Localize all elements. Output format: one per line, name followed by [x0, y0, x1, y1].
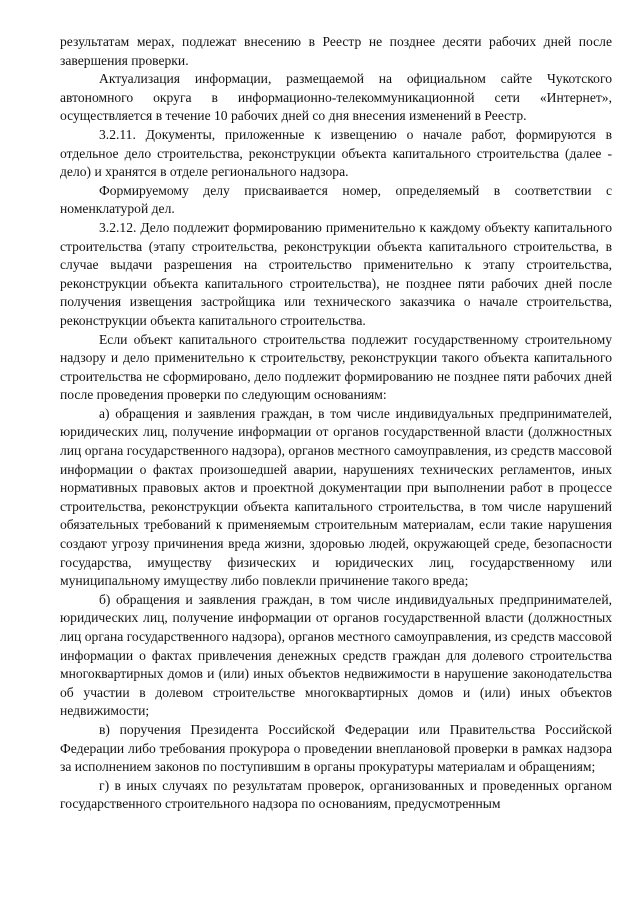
paragraph-3-2-12: 3.2.12. Дело подлежит формированию применительно к каждому объекту капитального строительства (этапу строительства, реконструкции объекта капитального строительства, в случае выдачи разрешения на строительство применительно к этапу строительства, реконструкции объекта капитального строительства), не позднее пяти рабочих дней после получения извещения застройщика или технического заказчика о начале строительства, реконструкции объекта капитального строительства.	[60, 219, 612, 328]
list-item-g: г) в иных случаях по результатам проверок, организованных и проведенных органом государственного строительного надзора по основаниям, предусмотренным	[60, 777, 612, 812]
paragraph-3-2-11: 3.2.11. Документы, приложенные к извещению о начале работ, формируются в отдельное дело строительства, реконструкции объекта капитального строительства (далее - дело) и хранятся в отделе регионального надзора.	[60, 126, 612, 180]
list-item-b: б) обращения и заявления граждан, в том числе индивидуальных предпринимателей, юридических лиц, получение информации от органов государственной власти (должностных лиц органа государственного надзора), органов местного самоуправления, из средств массовой информации о фактах привлечения денежных средств граждан для долевого строительства многоквартирных домов и (или) иных объектов недвижимости в нарушение законодательства об участии в долевом строительстве многоквартирных домов и (или) иных объектов недвижимости;	[60, 591, 612, 719]
paragraph-continuation: результатам мерах, подлежат внесению в Реестр не позднее десяти рабочих дней после завершения проверки.	[60, 34, 612, 68]
document-page	[60, 33, 612, 814]
paragraph-unformed-case: Если объект капитального строительства подлежит государственному строительному надзору и дело применительно к строительству, реконструкции такого объекта капитального строительства не сформировано, дело подлежит формированию не позднее пяти рабочих дней после проведения проверки по следующим основаниям:	[60, 331, 612, 403]
list-item-a: а) обращения и заявления граждан, в том числе индивидуальных предпринимателей, юридических лиц, получение информации от органов государственной власти (должностных лиц органа государственного надзора), органов местного самоуправления, из средств массовой информации о фактах произошедшей аварии, нарушениях технических регламентов, иных нормативных правовых актов и проектной документации при выполнении работ в процессе строительства, реконструкции объекта капитального строительства, в том числе нарушений обязательных требований к применяемым строительным материалам, если такие нарушения создают угрозу причинения вреда жизни, здоровью людей, окружающей среде, безопасности государства, имуществу физических и юридических лиц, государственному или муниципальному имуществу либо повлекли причинение такого вреда;	[60, 405, 612, 589]
paragraph-case-number: Формируемому делу присваивается номер, определяемый в соответствии с номенклатурой дел.	[60, 182, 612, 217]
paragraph-registry-update: Актуализация информации, размещаемой на официальном сайте Чукотского автономного округа в информационно-телекоммуникационной сети «Интернет», осуществляется в течение 10 рабочих дней со дня внесения изменений в Реестр.	[60, 71, 612, 124]
list-item-v: в) поручения Президента Российской Федерации или Правительства Российской Федерации либо требования прокурора о проведении внеплановой проверки в рамках надзора за исполнением законов по поступившим в органы прокуратуры материалам и обращениям;	[60, 721, 612, 775]
